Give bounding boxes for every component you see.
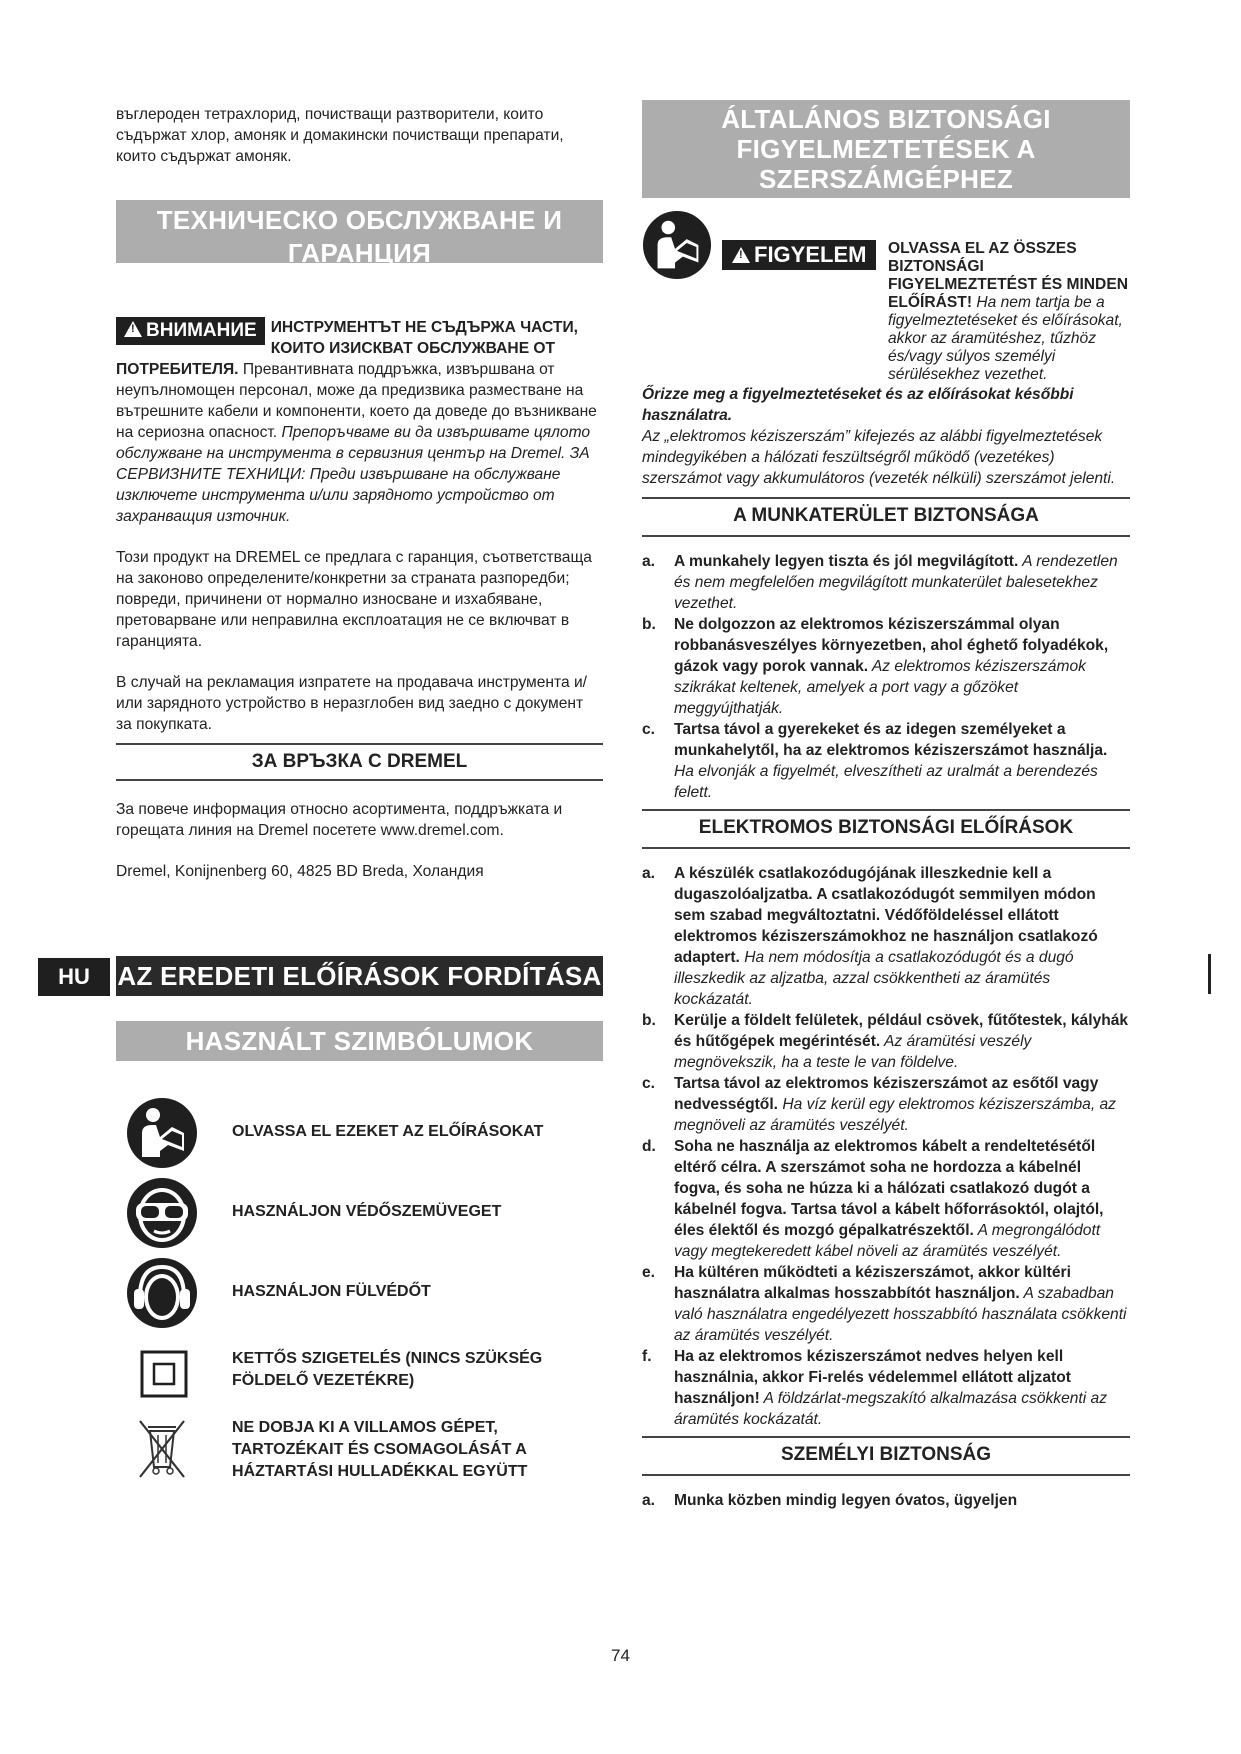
list-item <box>642 1136 1130 1262</box>
item-italic-text: A szabadban való használatra engedélyezett hosszabbító használata csökkenti az áramütés veszélyét. <box>674 1285 1127 1344</box>
safety-goggles-icon <box>126 1177 198 1249</box>
item-italic-text: A megrongálódott vagy megtekeredett kábel növeli az áramütés veszélyét. <box>674 1222 1101 1260</box>
item-bold-text: Ha az elektromos kéziszerszámot nedves helyen kell használnia, akkor Fi-relés védelemmel ellátott aljzatot használjon! <box>674 1348 1071 1407</box>
translation-banner: AZ EREDETI ELŐÍRÁSOK FORDÍTÁSA <box>116 956 603 996</box>
list-marker: a. <box>642 1492 656 1509</box>
work-area-list <box>642 551 1130 803</box>
item-bold-text: Tartsa távol a gyerekeket és az idegen személyeket a munkahelytől, ha az elektromos kéziszerszámot használja. <box>674 721 1108 759</box>
list-item <box>642 551 1130 614</box>
list-item <box>642 1490 1130 1511</box>
symbol-row <box>116 1340 603 1410</box>
item-bold-text: Kerülje a földelt felületek, például csövek, fűtőtestek, kályhák és hűtőgépek megérintését. <box>674 1012 1129 1050</box>
intro-paragraph: въглероден тетрахлорид, почистващи разтворители, които съдържат хлор, амоняк и домакински почистващи препарати, които съдържат амоняк. <box>116 106 564 165</box>
contact-heading: ЗА ВРЪЗКА С DREMEL <box>116 743 603 781</box>
warning-text: Превантивната поддръжка, извършвана от неупълномощен персонал, може да предизвика разместване на вътрешните кабели и компоненти, което да доведе до възникване на сериозна опасност. <box>116 361 597 441</box>
electrical-safety-list <box>642 863 1130 1430</box>
warning-bold-text: ИНСТРУМЕНТЪТ НЕ СЪДЪРЖА ЧАСТИ, КОИТО ИЗИСКВАТ ОБСЛУЖВАНЕ ОТ ПОТРЕБИТЕЛЯ. <box>116 319 578 378</box>
item-bold-text: A munkahely legyen tiszta és jól megvilágított. <box>674 553 1019 570</box>
maintenance-warning <box>116 317 603 527</box>
symbol-row <box>116 1177 603 1247</box>
item-bold-text: Tartsa távol az elektromos kéziszerszámot az esőtől vagy nedvességtől. <box>674 1075 1099 1113</box>
maintenance-banner: ТЕХНИЧЕСКО ОБСЛУЖВАНЕ И ГАРАНЦИЯ <box>116 200 603 263</box>
warning-italic-text: Препоръчваме ви да извършвате цялото обслужване на инструмента в сервизния център на Dremel. ЗА СЕРВИЗНИТЕ ТЕХНИЦИ: Преди извършване на обслужване изключете инструмента и/или зарядното устройство от захранващия източник. <box>116 424 591 525</box>
personal-safety-list <box>642 1490 1130 1511</box>
symbol-text: KETTŐS SZIGETELÉS (NINCS SZÜKSÉG FÖLDELŐ VEZETÉKRE) <box>232 1350 543 1389</box>
item-bold-text: Soha ne használja az elektromos kábelt a rendeltetésétől eltérő célra. A szerszámot soha ne hordozza a kábelnél fogva, és soha ne húzza ki a hálózati csatlakozó dugót a kábelnél fogva. Tartsa távol a kábelt hőforrásoktól, olajtól, éles élektől és mozgó gépalkatrészektől. <box>674 1138 1104 1239</box>
list-item <box>642 614 1130 719</box>
read-manual-icon <box>126 1097 198 1169</box>
list-marker: b. <box>642 616 656 633</box>
symbol-text: HASZNÁLJON FÜLVÉDŐT <box>232 1283 431 1300</box>
work-area-heading: A MUNKATERÜLET BIZTONSÁGA <box>642 497 1130 537</box>
list-marker: d. <box>642 1138 656 1155</box>
list-item <box>642 719 1130 803</box>
warning-badge <box>722 240 876 270</box>
general-warning <box>642 206 1130 384</box>
symbols-list <box>116 1097 603 1497</box>
list-item <box>642 1262 1130 1346</box>
read-manual-icon <box>642 210 712 280</box>
list-marker: c. <box>642 721 656 738</box>
symbol-row <box>116 1257 603 1327</box>
symbol-text: HASZNÁLJON VÉDŐSZEMÜVEGET <box>232 1203 502 1220</box>
item-italic-text: Az elektromos kéziszerszámok szikrákat keltenek, amelyek a port vagy a gőzöket meggyújthatják. <box>674 658 1086 717</box>
warning-badge <box>116 317 265 345</box>
contact-paragraph-1: За повече информация относно асортимента, поддръжката и горещата линия на Dremel посетете www.dremel.com. <box>116 801 563 839</box>
warning-italic-text: Ha nem tartja be a figyelmeztetéseket és előírásokat, akkor az áramütéshez, tűzhöz és/vagy súlyos személyi sérülésekhez vezethet. <box>888 294 1123 383</box>
keep-instructions-notice: Őrizze meg a figyelmeztetéseket és az előírásokat későbbi használatra. <box>642 386 1074 424</box>
list-item <box>642 863 1130 1010</box>
item-bold-text: Munka közben mindig legyen óvatos, ügyeljen <box>674 1492 1018 1509</box>
item-italic-text: Ha nem módosítja a csatlakozódugót és a dugó illeszkedik az aljzatba, azzal csökkentheti az áramütés kockázatát. <box>674 949 1074 1008</box>
symbol-row <box>116 1097 603 1167</box>
list-marker: a. <box>642 865 656 882</box>
item-italic-text: A földzárlat-megszakító alkalmazása csökkenti az áramütés kockázatát. <box>674 1390 1108 1428</box>
language-tab-hu: HU <box>38 958 110 996</box>
general-safety-banner: ÁLTALÁNOS BIZTONSÁGI FIGYELMEZTETÉSEK A SZERSZÁMGÉPHEZ <box>642 100 1130 198</box>
symbol-text: OLVASSA EL EZEKET AZ ELŐÍRÁSOKAT <box>232 1123 544 1140</box>
guarantee-paragraph-2: В случай на рекламация изпратете на продавача инструмента и/или зарядното устройство в неразглобен вид заедно с документ за покупката. <box>116 674 588 733</box>
warning-triangle-icon: ! <box>732 247 750 263</box>
double-insulation-icon <box>126 1340 198 1412</box>
list-marker: c. <box>642 1075 656 1092</box>
definition-paragraph: Az „elektromos kéziszerszám” kifejezés az alábbi figyelmeztetések mindegyikében a hálózati feszültségről működő (vezetékes) szerszámot vagy akkumulátoros (vezeték nélküli) szerszámot jelenti. <box>642 428 1116 487</box>
left-column <box>116 104 603 882</box>
change-bar <box>1208 954 1211 994</box>
right-column <box>642 100 1130 1511</box>
item-bold-text: Ne dolgozzon az elektromos kéziszerszámmal olyan robbanásveszélyes környezetben, ahol éghető folyadékok, gázok vagy porok vannak. <box>674 616 1109 675</box>
list-item <box>642 1073 1130 1136</box>
symbol-row <box>116 1411 603 1491</box>
ear-protection-icon <box>126 1257 198 1329</box>
list-item <box>642 1010 1130 1073</box>
list-marker: a. <box>642 553 656 570</box>
warning-triangle-icon: ! <box>124 321 142 337</box>
warning-bold-text: OLVASSA EL AZ ÖSSZES BIZTONSÁGI FIGYELMEZTETÉST ÉS MINDEN ELŐÍRÁST! <box>888 240 1128 311</box>
symbol-text: NE DOBJA KI A VILLAMOS GÉPET, TARTOZÉKAIT ÉS CSOMAGOLÁSÁT A HÁZTARTÁSI HULLADÉKKAL EGYÜTT <box>232 1419 528 1480</box>
item-italic-text: Ha víz kerül egy elektromos kéziszerszámba, az megnöveli az áramütés veszélyét. <box>674 1096 1116 1134</box>
guarantee-paragraph-1: Този продукт на DREMEL се предлага с гаранция, съответстваща на законово определените/конкретни за страната разпоредби; повреди, причинени от нормално износване и изхабяване, претоварване или неправилна експлоатация не се включват в гаранцията. <box>116 549 592 650</box>
list-marker: b. <box>642 1012 656 1029</box>
list-marker: f. <box>642 1348 652 1365</box>
electrical-safety-heading: ELEKTROMOS BIZTONSÁGI ELŐÍRÁSOK <box>642 809 1130 849</box>
crossed-bin-icon <box>126 1411 198 1483</box>
item-italic-text: A rendezetlen és nem megfelelően megvilágított munkaterület balesetekhez vezethet. <box>674 553 1118 612</box>
page-number: 74 <box>611 1646 630 1665</box>
symbols-banner: HASZNÁLT SZIMBÓLUMOK <box>116 1021 603 1061</box>
personal-safety-heading: SZEMÉLYI BIZTONSÁG <box>642 1436 1130 1476</box>
item-italic-text: Az áramütési veszély megnövekszik, ha a teste le van földelve. <box>674 1033 1032 1071</box>
contact-address: Dremel, Konijnenberg 60, 4825 BD Breda, Холандия <box>116 863 484 880</box>
item-bold-text: Ha kültéren működteti a kéziszerszámot, akkor kültéri használatra alkalmas hosszabbítót használjon. <box>674 1264 1071 1302</box>
list-item <box>642 1346 1130 1430</box>
item-italic-text: Ha elvonják a figyelmét, elveszítheti az uralmát a berendezés felett. <box>674 763 1098 801</box>
warning-label: FIGYELEM <box>754 242 867 267</box>
item-bold-text: A készülék csatlakozódugójának illeszkednie kell a dugaszolóaljzatba. A csatlakozódugót semmilyen módon sem szabad megváltoztatni. Védőföldeléssel ellátott elektromos kéziszerszámokhoz ne használjon csatlakozó adaptert. <box>674 865 1098 966</box>
list-marker: e. <box>642 1264 656 1281</box>
warning-label: ВНИМАНИЕ <box>146 320 257 341</box>
